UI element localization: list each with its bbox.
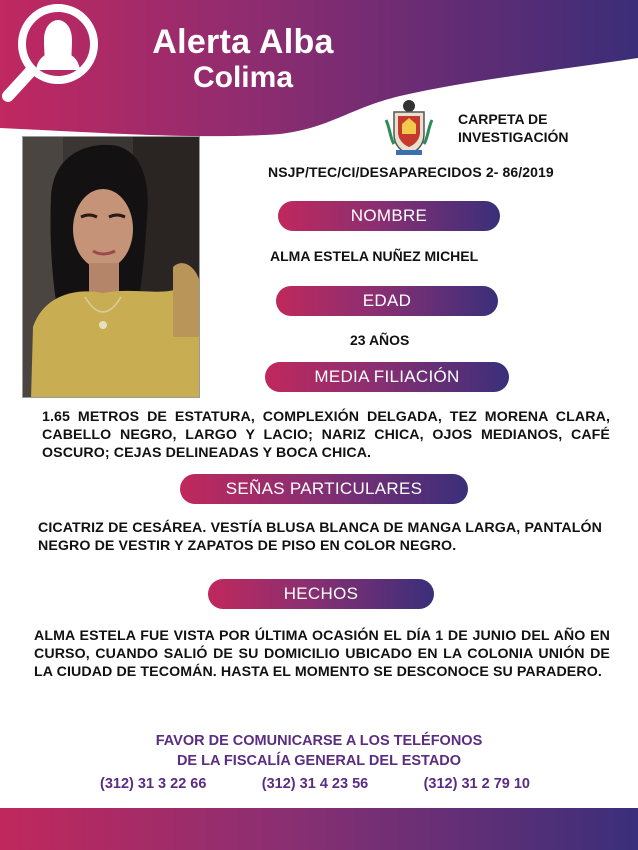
footer-line-1: FAVOR DE COMUNICARSE A LOS TELÉFONOS bbox=[155, 733, 483, 749]
hechos-label: HECHOS bbox=[208, 579, 434, 609]
phone-number: (312) 31 4 23 56 bbox=[261, 776, 369, 792]
carpeta-line-2: INVESTIGACIÓN bbox=[458, 129, 569, 145]
edad-label: EDAD bbox=[276, 286, 498, 316]
filiacion-label: MEDIA FILIACIÓN bbox=[265, 362, 509, 392]
phone-list bbox=[100, 776, 530, 792]
phone-number: (312) 31 2 79 10 bbox=[423, 776, 530, 792]
carpeta-label bbox=[458, 110, 568, 146]
edad-value: 23 AÑOS bbox=[350, 332, 410, 348]
brand-title: Alerta Alba bbox=[152, 23, 334, 61]
nombre-label: NOMBRE bbox=[278, 201, 500, 231]
filiacion-text: 1.65 METROS DE ESTATURA, COMPLEXIÓN DELGADA, TEZ MORENA CLARA, CABELLO NEGRO, LARGO Y LACIO; NARIZ CHICA, OJOS MEDIANOS, CAFÉ OSCURO; CEJAS DELINEADAS Y BOCA CHICA. bbox=[42, 409, 610, 461]
bottom-bar bbox=[0, 808, 638, 850]
nombre-value: ALMA ESTELA NUÑEZ MICHEL bbox=[270, 248, 479, 264]
state-coat-of-arms-icon bbox=[384, 98, 434, 156]
case-number: NSJP/TEC/CI/DESAPARECIDOS 2- 86/2019 bbox=[268, 164, 554, 180]
phone-number: (312) 31 3 22 66 bbox=[100, 776, 207, 792]
brand-subtitle: Colima bbox=[192, 61, 294, 94]
senas-text: CICATRIZ DE CESÁREA. VESTÍA BLUSA BLANCA DE MANGA LARGA, PANTALÓN NEGRO DE VESTIR Y ZAPATOS DE PISO EN COLOR NEGRO. bbox=[38, 520, 602, 554]
carpeta-line-1: CARPETA DE bbox=[458, 111, 548, 127]
senas-label: SEÑAS PARTICULARES bbox=[180, 474, 468, 504]
hechos-text: ALMA ESTELA FUE VISTA POR ÚLTIMA OCASIÓN EL DÍA 1 DE JUNIO DEL AÑO EN CURSO, CUANDO SALIÓ DE SU DOMICILIO UBICADO EN LA COLONIA UNIÓN DE LA CIUDAD DE TECOMÁN. HASTA EL MOMENTO SE DESCONOCE SU PARADERO. bbox=[34, 628, 610, 680]
magnifier-person-icon bbox=[0, 0, 100, 104]
footer-line-2: DE LA FISCALÍA GENERAL DEL ESTADO bbox=[176, 753, 462, 769]
missing-person-photo bbox=[22, 136, 200, 398]
